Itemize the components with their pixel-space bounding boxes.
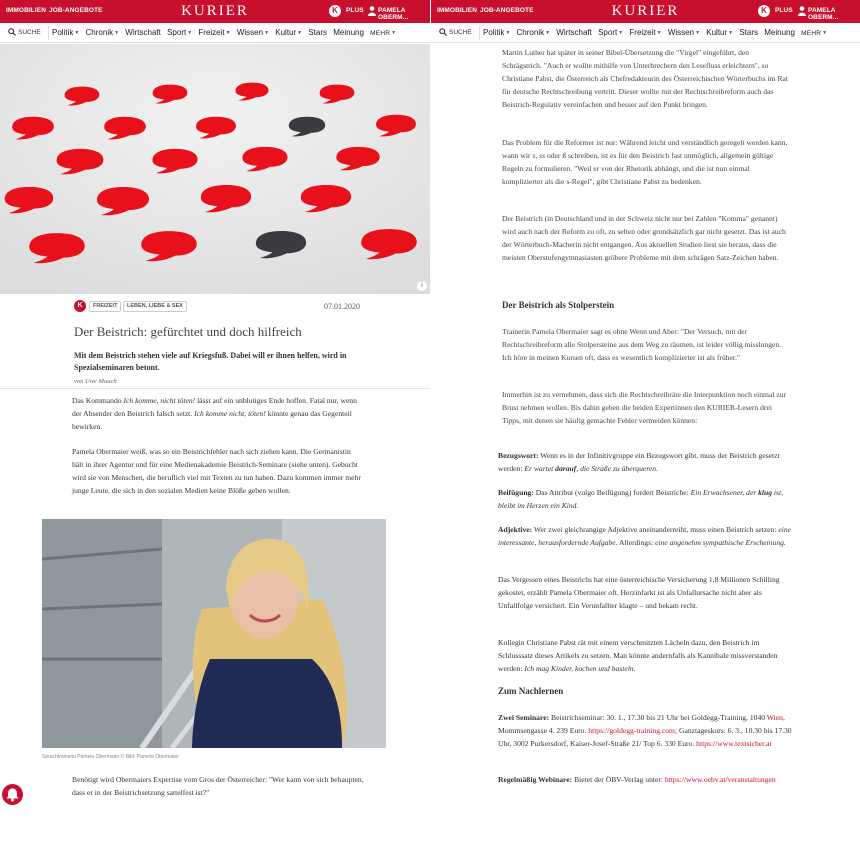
portrait-photo — [42, 519, 386, 748]
chevron-down-icon: ▼ — [391, 30, 397, 36]
plus-badge-icon[interactable]: K — [758, 5, 770, 17]
article-lead: Mit dem Beistrich stehen viele auf Kriegsfuß. Dabei will er ihnen helfen, wird in Spezialseminaren betont. — [74, 351, 347, 372]
chevron-down-icon: ▼ — [74, 30, 80, 36]
nav-item-stars[interactable]: Stars — [739, 28, 759, 37]
paragraph-luther: Martin Luther hat später in seiner Bibel-Übersetzung die "Virgel" eingeführt, den Schrägstrich. "Auch er wollte mithilfe von Unterbrechern den Lesefluss erleichtern", so Christiane Pabst, die Österreich als Chefredakteurin des Österreichischen Wörterbuchs im Rat für deutsche Rechtschreibung vertritt. Dieser wollte mit der Rechtschreibreform auch das Beistrich-Regulativ vereinfachen und besser auf den Punkt bringen. — [502, 48, 789, 109]
tag-leben-liebe-sex[interactable]: LEBEN, LIEBE & SEX — [123, 301, 187, 312]
kurier-logo[interactable]: KURIER — [611, 3, 680, 19]
heading-stolperstein: Der Beistrich als Stolperstein — [502, 300, 615, 310]
job-angebote-link[interactable]: JOB-ANGEBOTE — [480, 7, 534, 14]
immobilien-link[interactable]: IMMOBILIEN — [437, 7, 477, 14]
nav-more[interactable]: MEHR▼ — [370, 30, 397, 37]
kurier-k-icon: K — [74, 300, 86, 312]
nav-item-meinung[interactable]: Meinung — [764, 28, 795, 37]
photo-caption: Sprachtrainerin Pamela Obermaier © Bild: Pamela Obermaier — [42, 754, 179, 760]
main-nav — [0, 23, 430, 43]
user-name[interactable]: PAMELA OBERM... — [808, 7, 839, 21]
chevron-down-icon: ▼ — [225, 30, 231, 36]
search-label: SUCHE — [18, 29, 41, 36]
heading-nachlernen: Zum Nachlernen — [498, 686, 564, 696]
tip-bezugswort: Bezugswort: Wenn es in der Infinitivgruppe ein Bezugswort gibt, muss der Beistrich gesetzt werden: Er wartet darauf, die Straße zu überqueren. — [498, 451, 780, 473]
nav-item-chronik[interactable]: Chronik▼ — [516, 28, 551, 37]
chevron-down-icon: ▼ — [822, 30, 828, 36]
tag-freizeit[interactable]: FREIZEIT — [89, 301, 121, 312]
nav-item-sport[interactable]: Sport▼ — [167, 28, 193, 37]
chevron-down-icon: ▼ — [264, 30, 270, 36]
right-article-pane — [431, 0, 860, 852]
paragraph-kannibale: Kollegin Christiane Pabst rät mit einem verschmitzten Lächeln dazu, den Beistrich im Schlusssatz dieses Artikels zu setzen. Man könnte andernfalls als Kannibale missverstanden werden: Ich mag Kinder, kochen und basteln. — [498, 638, 778, 673]
user-name[interactable]: PAMELA OBERM... — [378, 7, 409, 21]
article-date: 07.01.2020 — [324, 302, 360, 311]
nav-divider — [479, 26, 480, 40]
article-title: Der Beistrich: gefürchtet und doch hilfreich — [74, 324, 302, 339]
nav-more[interactable]: MEHR▼ — [801, 30, 828, 37]
top-bar — [0, 0, 430, 23]
user-icon[interactable] — [368, 6, 376, 16]
nav-item-politik[interactable]: Politik▼ — [483, 28, 511, 37]
nav-item-sport[interactable]: Sport▼ — [598, 28, 624, 37]
nav-item-politik[interactable]: Politik▼ — [52, 28, 80, 37]
tip-adjektive: Adjektive: Wer zwei gleichrangige Adjektive aneinanderreiht, muss einen Beistrich setzen: eine interessante, herausfordernde Aufgabe. Allerdings: eine angenehm sympathische Erscheinung. — [498, 525, 791, 547]
nav-item-wirtschaft[interactable]: Wirtschaft — [556, 28, 592, 37]
paragraph-2: Pamela Obermaier weiß, was so ein Beistrichfehler nach sich ziehen kann. Die Germanistin hält in ihrer Agentur und für eine Medienakademie Beistrich-Seminare (siehe unten). Gebucht wird sie von Menschen, die beruflich viel mit Texten zu tun haben. Dazu kommen immer mehr junge Leute, die sich in den sozialen Medien keine Blöße geben wollen. — [72, 447, 361, 495]
nav-list — [52, 28, 400, 37]
goldegg-link[interactable]: https://goldegg-training.com — [588, 726, 675, 735]
article-meta — [74, 300, 360, 314]
paragraph-komma: Der Beistrich (in Deutschland und in der Schweiz nicht nur bei Zahlen "Komma" genannt) wird auch nach der Reform zu oft, zu selten oder grundsätzlich gar nicht gesetzt. Das ist auch der Wörterbuch-Macherin nicht entgangen. Aus aktuellen Studien liest sie heraus, dass die meisten Oberstufengymnasiasten gröbere Probleme mit dem schrägen Satz-Zeichen haben. — [502, 214, 786, 262]
bell-icon — [2, 784, 23, 805]
section-divider — [0, 388, 430, 389]
nav-item-wirtschaft[interactable]: Wirtschaft — [125, 28, 161, 37]
chevron-down-icon: ▼ — [545, 30, 551, 36]
plus-link[interactable]: PLUS — [775, 7, 793, 14]
main-nav — [431, 23, 860, 43]
chevron-down-icon: ▼ — [618, 30, 624, 36]
seminar-info: Zwei Seminare: Beistrichseminar: 30. 1., 17.30 bis 21 Uhr bei Goldegg-Training, 1040 Wien, Mommsengasse 4. 239 Euro. https://goldegg-training.com; Ganztageskurs: 6. 3., 10.30 bis 17.30 Uhr, 3002 Purkersdorf, Kaiser-Josef-Straße 21/ Top 6. 330 Euro. https://www.textsicher.at — [498, 713, 792, 748]
nav-item-meinung[interactable]: Meinung — [333, 28, 364, 37]
nav-item-freizeit[interactable]: Freizeit▼ — [629, 28, 662, 37]
info-icon[interactable]: i — [417, 281, 427, 291]
immobilien-link[interactable]: IMMOBILIEN — [6, 7, 46, 14]
nav-item-kultur[interactable]: Kultur▼ — [275, 28, 303, 37]
paragraph-tipps: Immerhin ist zu vernehmen, dass sich die Rechtschreibräte die Interpunktion noch einmal zur Brust nehmen wollen. Bis dahin geben die beiden Expertinnen den KURIER-Lesern drei Tipps, mit denen sie häufig gemachte Fehler vermeiden können: — [502, 390, 787, 425]
kurier-logo[interactable]: KURIER — [181, 3, 249, 19]
chevron-down-icon: ▼ — [187, 30, 193, 36]
nav-item-freizeit[interactable]: Freizeit▼ — [198, 28, 231, 37]
paragraph-1: Das Kommando Ich komme, nicht töten! lässt auf ein unblutiges Ende hoffen. Fatal nur, wenn der Absender den Beistrich falsch setzt. Ich komme nicht, töten! könnte genau das Gegenteil bewirken. — [72, 396, 357, 431]
chevron-down-icon: ▼ — [656, 30, 662, 36]
paragraph-problem: Das Problem für die Reformer ist nur: Während leicht und verständlich geregelt werden kann, wann wir s, ss oder ß schreiben, ist es für den Beistrich fast unmöglich, allgemein gültige Regeln zu formulieren. "Weil er von der Rhetorik abhängt, und die ist nun einmal komplizierter als die s-Regel", gibt Christiane Pabst zu bedenken. — [502, 138, 788, 186]
paragraph-3: Benötigt wird Obermaiers Expertise vom Gros der Österreicher: "Wer kann von sich behaupten, dass er in der Beistrichsetzung sattelfest ist?" — [72, 775, 364, 797]
webinar-info: Regelmäßig Webinare: Bietet der ÖBV-Verlag unter: https://www.oebv.at/veranstaltungen — [498, 775, 776, 784]
hero-image-commas — [0, 44, 430, 294]
paragraph-trainerin: Trainerin Pamela Obermaier sagt es ohne Wenn und Aber: "Der Versuch, mit der Rechtschreibreform alle Stolpersteine aus dem Weg zu räumen, ist leider völlig misslungen. Ich höre in meinen Kursen oft, dass es wesentlich komplizierter ist als früher." — [502, 327, 782, 362]
chevron-down-icon: ▼ — [505, 30, 511, 36]
search-button[interactable] — [439, 28, 472, 36]
nav-list — [483, 28, 831, 37]
paragraph-versicherung: Das Vergessen eines Beistrichs hat eine österreichische Versicherung 1,8 Millionen Schilling gekostet, erzählt Pamela Obermaier oft. Herzinfarkt ist als Unfallursache nicht aber als Unfallfolge versichert. Ein Verunfallter klagte – und bekam recht. — [498, 575, 780, 610]
user-icon[interactable] — [798, 6, 806, 16]
portrait-illustration — [42, 519, 386, 748]
wien-link[interactable]: Wien — [766, 713, 783, 722]
plus-badge-icon[interactable]: K — [329, 5, 341, 17]
chevron-down-icon: ▼ — [695, 30, 701, 36]
search-label: SUCHE — [449, 29, 472, 36]
top-bar — [431, 0, 860, 23]
chevron-down-icon: ▼ — [114, 30, 120, 36]
search-icon — [8, 28, 16, 36]
tip-beifuegung: Beifügung: Das Attribut (vulgo Beifügung) fordert Beistriche: Ein Erwachsener, der klug ist, bleibt im Herzen ein Kind. — [498, 488, 783, 510]
article-byline: von Uwe Mauch — [74, 378, 117, 385]
search-button[interactable] — [8, 28, 41, 36]
oebv-link[interactable]: https://www.oebv.at/veranstaltungen — [664, 775, 776, 784]
nav-item-kultur[interactable]: Kultur▼ — [706, 28, 734, 37]
nav-item-wissen[interactable]: Wissen▼ — [667, 28, 701, 37]
textsicher-link[interactable]: https://www.textsicher.at — [696, 739, 772, 748]
plus-link[interactable]: PLUS — [346, 7, 364, 14]
search-icon — [439, 28, 447, 36]
chevron-down-icon: ▼ — [297, 30, 303, 36]
nav-item-chronik[interactable]: Chronik▼ — [85, 28, 120, 37]
job-angebote-link[interactable]: JOB-ANGEBOTE — [49, 7, 103, 14]
chevron-down-icon: ▼ — [728, 30, 734, 36]
nav-divider — [48, 26, 49, 40]
nav-item-stars[interactable]: Stars — [308, 28, 328, 37]
notification-bell-button[interactable] — [2, 784, 23, 805]
nav-item-wissen[interactable]: Wissen▼ — [236, 28, 270, 37]
comma-pattern-graphic — [0, 44, 430, 294]
